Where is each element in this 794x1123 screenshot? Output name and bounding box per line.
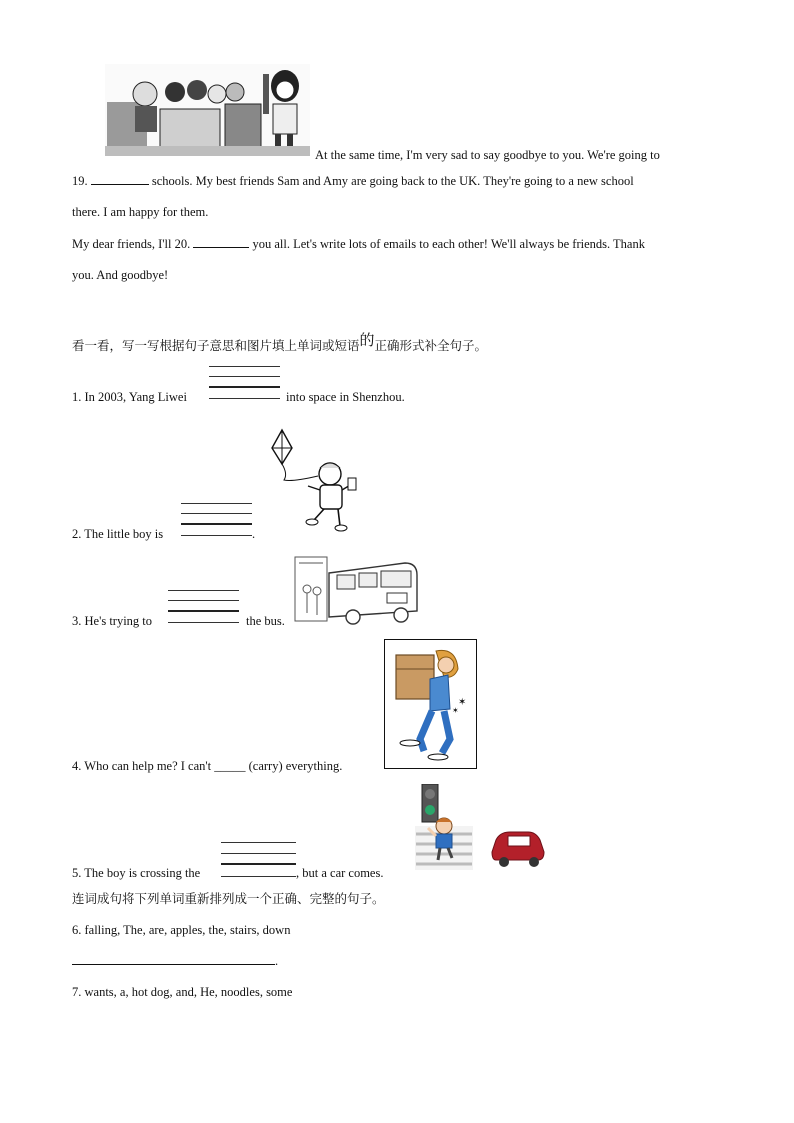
q2-answer-line-2[interactable]: [181, 513, 252, 514]
question-6-answer: [72, 953, 278, 969]
q3-answer-line-3[interactable]: [168, 610, 239, 612]
question-1-start: 1. In 2003, Yang Liwei: [72, 390, 187, 404]
q5-answer-line-3[interactable]: [221, 863, 296, 865]
kite-boy-illustration: [268, 428, 363, 536]
passage-line-4-end: you all. Let's write lots of emails to each other! We'll always be friends. Thank: [252, 237, 645, 251]
passage-line-4: [72, 236, 645, 252]
q2-answer-line-3[interactable]: [181, 523, 252, 525]
instruction-text-b: 正确形式补全句子。: [374, 338, 488, 353]
q1-answer-line-1[interactable]: [209, 366, 280, 367]
passage-line-5: you. And goodbye!: [72, 268, 169, 282]
q2-answer-line-4[interactable]: [181, 535, 252, 536]
q5-answer-line-1[interactable]: [221, 842, 296, 843]
q3-answer-line-2[interactable]: [168, 600, 239, 601]
q1-answer-line-4[interactable]: [209, 398, 280, 399]
passage-line-2-text: schools. My best friends Sam and Amy are going back to the UK. They're going to a new school: [151, 174, 634, 188]
passage-line-2: [72, 173, 634, 189]
classroom-illustration: [105, 64, 310, 156]
q1-answer-line-3[interactable]: [209, 386, 280, 388]
passage-line-4-start: My dear friends, I'll 20.: [72, 237, 191, 251]
carrying-box-illustration: [384, 639, 477, 769]
crossing-illustration: [410, 784, 550, 872]
question-3-end: the bus.: [246, 614, 285, 628]
instruction-text-small: 的: [359, 331, 375, 349]
q6-period: .: [275, 954, 279, 968]
svg-text:✶: ✶: [452, 706, 459, 715]
bus-illustration: [293, 553, 423, 628]
section-1-instruction: [72, 331, 488, 354]
blank-19-number: 19.: [72, 174, 88, 188]
svg-text:✶: ✶: [458, 697, 467, 708]
blank-19[interactable]: [91, 173, 149, 185]
blank-20[interactable]: [193, 236, 249, 248]
passage-line-1: At the same time, I'm very sad to say goodbye to you. We're going to: [315, 148, 660, 162]
q5-answer-line-2[interactable]: [221, 853, 296, 854]
q6-answer-line[interactable]: [72, 953, 275, 965]
section-2-instruction: 连词成句将下列单词重新排列成一个正确、完整的句子。: [72, 891, 385, 906]
q3-answer-line-4[interactable]: [168, 622, 239, 623]
q1-answer-line-2[interactable]: [209, 376, 280, 377]
q3-answer-line-1[interactable]: [168, 590, 239, 591]
q2-answer-line-1[interactable]: [181, 503, 252, 504]
question-5-end: , but a car comes.: [296, 866, 384, 880]
instruction-text-a: 看一看，写一写根据句子意思和图片填上单词或短语: [72, 338, 360, 353]
question-2-start: 2. The little boy is: [72, 527, 164, 541]
question-4: 4. Who can help me? I can't _____ (carry) everything.: [72, 759, 343, 773]
question-2-end: .: [252, 527, 256, 541]
question-6: 6. falling, The, are, apples, the, stairs, down: [72, 923, 291, 937]
passage-line-3: there. I am happy for them.: [72, 205, 209, 219]
question-1-end: into space in Shenzhou.: [286, 390, 405, 404]
q5-answer-line-4[interactable]: [221, 876, 296, 877]
question-5-start: 5. The boy is crossing the: [72, 866, 201, 880]
question-7: 7. wants, a, hot dog, and, He, noodles, some: [72, 985, 293, 999]
question-3-start: 3. He's trying to: [72, 614, 153, 628]
